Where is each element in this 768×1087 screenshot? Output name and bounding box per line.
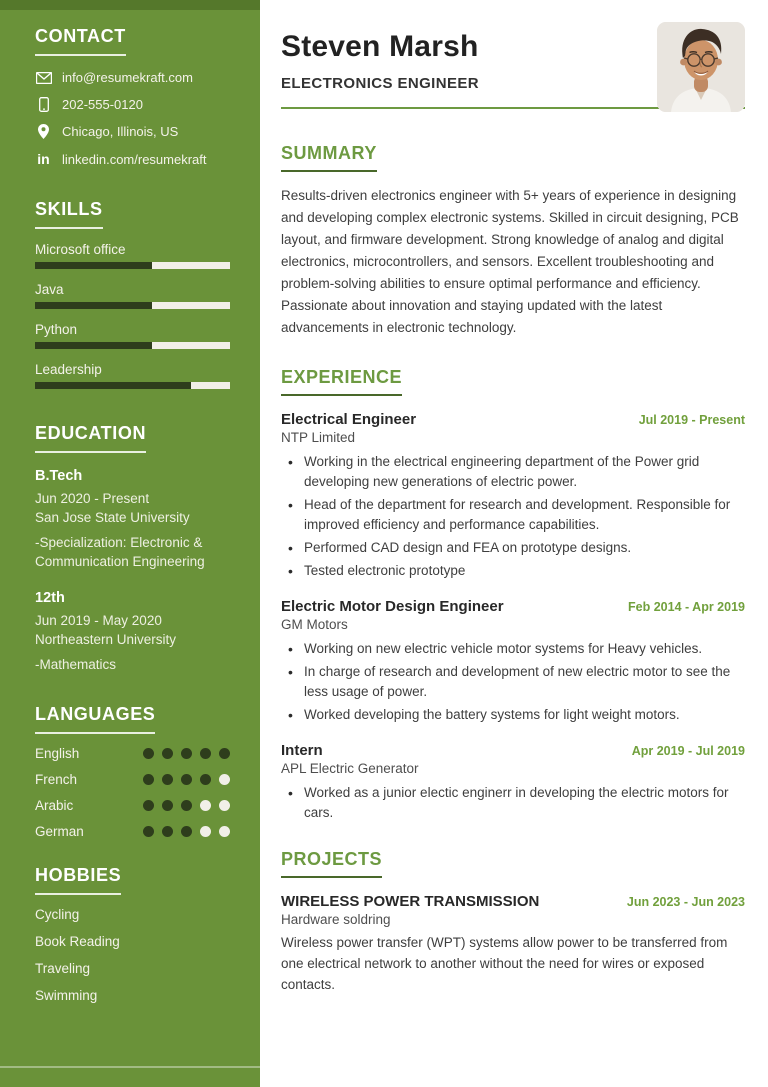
- summary-text: Results-driven electronics engineer with 5+ years of experience in designing and developing complex electronic systems. Skilled in circuit designing, PCB layout, and firmware development. Strong knowledge of analog and digital electronics, microcontrollers, and sensors. Excellent troubleshooting and problem-solving abilities to ensure optimal performance and efficiency. Passionate about innovation and staying updated with the latest advancements in electronic technology.: [281, 188, 739, 335]
- skill-bar: [35, 262, 230, 269]
- person-name: Steven Marsh: [281, 30, 479, 63]
- profile-photo: [657, 22, 745, 112]
- summary-heading: SUMMARY: [281, 143, 377, 172]
- skill-bar: [35, 302, 230, 309]
- contact-section: [35, 26, 230, 167]
- education-dates: Jun 2019 - May 2020: [35, 613, 162, 628]
- skill-row: [35, 282, 230, 309]
- project-subtitle: Hardware soldring: [281, 912, 391, 927]
- education-degree: 12th: [35, 590, 65, 606]
- job-bullets: [281, 639, 745, 725]
- skill-name: Python: [35, 322, 78, 337]
- education-degree: B.Tech: [35, 468, 83, 484]
- job-dates: Jul 2019 - Present: [638, 413, 745, 427]
- job-bullet: • Working in the electrical engineering department of the Power grid developing new generations of electric power.: [281, 452, 745, 492]
- job-bullet: • Head of the department for research and development. Responsible for improved efficiency and performance capabilities.: [281, 495, 745, 535]
- phone-icon: [35, 97, 52, 112]
- skill-bar-fill: [35, 302, 152, 309]
- job-title-row: [281, 742, 745, 759]
- profile-photo-illustration: [657, 22, 745, 112]
- contact-list: [35, 70, 230, 167]
- sidebar-top-strip: [0, 0, 260, 10]
- skill-name: Java: [35, 282, 64, 297]
- hobby-item: Swimming: [35, 988, 98, 1003]
- language-row: [35, 798, 230, 813]
- job-bullet: • Working on new electric vehicle motor systems for Heavy vehicles.: [281, 639, 745, 659]
- job-company: GM Motors: [281, 617, 348, 632]
- job-title: Intern: [281, 742, 323, 759]
- language-name: French: [35, 772, 78, 787]
- job-company: NTP Limited: [281, 430, 356, 445]
- education-entry: [35, 589, 230, 674]
- languages-list: [35, 746, 230, 839]
- job-bullets: [281, 452, 745, 581]
- job-bullet: • Worked developing the battery systems for light weight motors.: [281, 705, 745, 725]
- job-entry: [281, 742, 745, 823]
- language-row: [35, 772, 230, 787]
- skill-bar-fill: [35, 262, 152, 269]
- skill-bar: [35, 382, 230, 389]
- person-title: ELECTRONICS ENGINEER: [281, 75, 480, 92]
- hobby-item: Book Reading: [35, 934, 120, 949]
- projects-section: [281, 849, 745, 995]
- education-school: Northeastern University: [35, 632, 177, 647]
- skill-row: [35, 362, 230, 389]
- contact-item-location: [35, 124, 230, 139]
- education-section: [35, 423, 230, 674]
- job-entry: [281, 598, 745, 725]
- contact-item-phone: [35, 97, 230, 112]
- hobbies-heading: HOBBIES: [35, 865, 121, 895]
- education-school: San Jose State University: [35, 510, 190, 525]
- job-title: Electrical Engineer: [281, 411, 417, 428]
- hobbies-list: [35, 907, 230, 1003]
- job-bullet: • Worked as a junior electic enginerr in developing the electric motors for cars.: [281, 783, 745, 823]
- main-column: [260, 0, 768, 1087]
- experience-section: [281, 367, 745, 823]
- project-dates: Jun 2023 - Jun 2023: [626, 895, 745, 909]
- language-level-dots: [143, 826, 230, 837]
- education-note: -Mathematics: [35, 657, 117, 672]
- language-level-dots: [143, 774, 230, 785]
- job-bullets: [281, 783, 745, 823]
- education-heading: EDUCATION: [35, 423, 146, 453]
- experience-heading: EXPERIENCE: [281, 367, 402, 396]
- contact-linkedin-text[interactable]: linkedin.com/resumekraft: [62, 151, 207, 167]
- language-name: Arabic: [35, 798, 74, 813]
- contact-heading: CONTACT: [35, 26, 126, 56]
- skill-name: Microsoft office: [35, 242, 126, 257]
- language-name: English: [35, 746, 80, 761]
- skill-row: [35, 242, 230, 269]
- hobby-item: Cycling: [35, 907, 80, 922]
- job-dates: Apr 2019 - Jul 2019: [631, 744, 745, 758]
- skills-section: [35, 199, 230, 389]
- skill-bar: [35, 342, 230, 349]
- envelope-icon: [35, 72, 52, 84]
- job-title-row: [281, 411, 745, 428]
- project-title: WIRELESS POWER TRANSMISSION: [281, 893, 540, 910]
- job-bullet: • Performed CAD design and FEA on prototype designs.: [281, 538, 745, 558]
- sidebar: [0, 0, 260, 1087]
- languages-section: [35, 704, 230, 839]
- contact-phone-text[interactable]: 202-555-0120: [62, 97, 143, 112]
- skill-name: Leadership: [35, 362, 102, 377]
- skill-bar-fill: [35, 342, 152, 349]
- contact-location-text[interactable]: Chicago, Illinois, US: [62, 124, 179, 139]
- project-description: Wireless power transfer (WPT) systems allow power to be transferred from one electrical network to another without the need for wires or exposed contacts.: [281, 935, 728, 992]
- contact-email-text[interactable]: info@resumekraft.com: [62, 70, 193, 85]
- job-entry: [281, 411, 745, 581]
- language-row: [35, 824, 230, 839]
- project-entry: [281, 893, 745, 995]
- job-company: APL Electric Generator: [281, 761, 419, 776]
- skill-row: [35, 322, 230, 349]
- contact-item-linkedin: [35, 151, 230, 167]
- language-level-dots: [143, 748, 230, 759]
- education-dates: Jun 2020 - Present: [35, 491, 150, 506]
- contact-item-email: [35, 70, 230, 85]
- languages-heading: LANGUAGES: [35, 704, 155, 734]
- job-bullet: • Tested electronic prototype: [281, 561, 745, 581]
- language-row: [35, 746, 230, 761]
- job-dates: Feb 2014 - Apr 2019: [628, 600, 745, 614]
- language-level-dots: [143, 800, 230, 811]
- project-title-row: [281, 893, 745, 910]
- hobbies-section: [35, 865, 230, 1003]
- projects-heading: PROJECTS: [281, 849, 382, 878]
- language-name: German: [35, 824, 84, 839]
- summary-section: [281, 143, 745, 339]
- hobby-item: Traveling: [35, 961, 91, 976]
- linkedin-icon: in: [37, 151, 50, 167]
- education-entry: [35, 467, 230, 571]
- job-title: Electric Motor Design Engineer: [281, 598, 504, 615]
- sidebar-bottom-divider: [0, 1066, 260, 1068]
- skill-bar-fill: [35, 382, 191, 389]
- job-title-row: [281, 598, 745, 615]
- skills-list: [35, 242, 230, 389]
- skills-heading: SKILLS: [35, 199, 103, 229]
- job-bullet: • In charge of research and development of new electric motor to see the less usage of power.: [281, 662, 745, 702]
- location-icon: [35, 124, 52, 139]
- education-note: -Specialization: Electronic & Communication Engineering: [35, 535, 205, 569]
